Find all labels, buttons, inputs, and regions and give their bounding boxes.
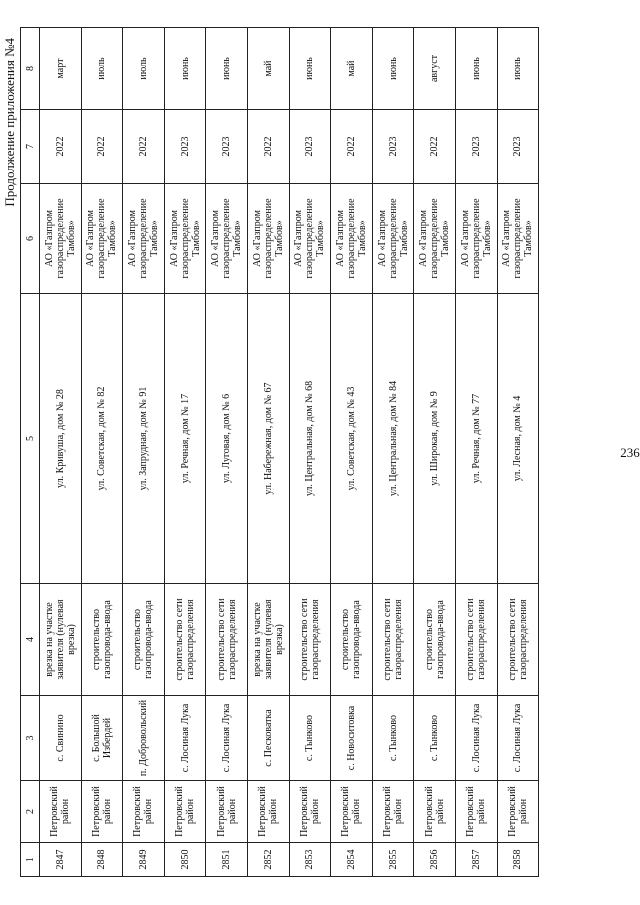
table-cell: врезка на участке заявителя (нулевая врезка) [247, 584, 289, 696]
table-cell: июнь [497, 28, 539, 110]
table-cell: Петровский район [164, 781, 206, 843]
table-cell: 2857 [455, 843, 497, 877]
data-table [20, 27, 539, 877]
table-cell: 2023 [497, 110, 539, 184]
table-cell: строительство газопровода-ввода [414, 584, 456, 696]
table-cell: п. Добровольский [123, 696, 165, 781]
table-cell: 2023 [164, 110, 206, 184]
column-header: 1 [21, 843, 40, 877]
table-cell: с. Лосиная Лука [497, 696, 539, 781]
table-cell: Петровский район [414, 781, 456, 843]
table-cell: строительство газопровода-ввода [81, 584, 123, 696]
table-cell: Петровский район [372, 781, 414, 843]
column-header: 5 [21, 294, 40, 584]
table-cell: 2849 [123, 843, 165, 877]
column-header: 8 [21, 28, 40, 110]
table-cell: ул. Набережная, дом № 67 [247, 294, 289, 584]
table-cell: 2022 [414, 110, 456, 184]
table-cell: с. Лосиная Лука [455, 696, 497, 781]
table-cell: АО «Газпром газораспределение Тамбов» [414, 184, 456, 294]
table-cell: 2022 [247, 110, 289, 184]
table-body [40, 28, 539, 877]
table-row [123, 28, 165, 877]
table-row [331, 28, 373, 877]
column-header: 4 [21, 584, 40, 696]
table-cell: АО «Газпром газораспределение Тамбов» [40, 184, 82, 294]
table-cell: ул. Лесная, дом № 4 [497, 294, 539, 584]
table-cell: 2022 [331, 110, 373, 184]
table-row [414, 28, 456, 877]
column-header: 6 [21, 184, 40, 294]
column-header: 2 [21, 781, 40, 843]
table-cell: август [414, 28, 456, 110]
table-cell: с. Большой Избердей [81, 696, 123, 781]
table-cell: 2023 [455, 110, 497, 184]
table-row [206, 28, 248, 877]
table-cell: АО «Газпром газораспределение Тамбов» [455, 184, 497, 294]
table-row [164, 28, 206, 877]
table-row [455, 28, 497, 877]
table-cell: июнь [206, 28, 248, 110]
table-cell: ул. Центральная, дом № 68 [289, 294, 331, 584]
table-cell: 2022 [40, 110, 82, 184]
table-cell: март [40, 28, 82, 110]
table-cell: с. Новоситовка [331, 696, 373, 781]
table-cell: АО «Газпром газораспределение Тамбов» [206, 184, 248, 294]
table-cell: АО «Газпром газораспределение Тамбов» [331, 184, 373, 294]
table-cell: АО «Газпром газораспределение Тамбов» [123, 184, 165, 294]
table-cell: строительство сети газораспределения [206, 584, 248, 696]
table-row [497, 28, 539, 877]
table-cell: с. Лосиная Лука [164, 696, 206, 781]
table-cell: ул. Советская, дом № 43 [331, 294, 373, 584]
table-cell: июль [123, 28, 165, 110]
table-cell: врезка на участке заявителя (нулевая врезка) [40, 584, 82, 696]
table-cell: 2022 [81, 110, 123, 184]
table-cell: июнь [164, 28, 206, 110]
table-cell: 2856 [414, 843, 456, 877]
table-cell: строительство газопровода-ввода [123, 584, 165, 696]
table-cell: с. Лосиная Лука [206, 696, 248, 781]
table-cell: с. Тынково [372, 696, 414, 781]
column-header: 7 [21, 110, 40, 184]
table-cell: Петровский район [289, 781, 331, 843]
table-cell: май [331, 28, 373, 110]
table-cell: ул. Широкая, дом № 9 [414, 294, 456, 584]
table-cell: АО «Газпром газораспределение Тамбов» [289, 184, 331, 294]
table-cell: 2848 [81, 843, 123, 877]
table-cell: с. Тынково [289, 696, 331, 781]
table-cell: 2023 [289, 110, 331, 184]
table-row [40, 28, 82, 877]
table-cell: с. Свинино [40, 696, 82, 781]
table-cell: строительство сети газораспределения [455, 584, 497, 696]
table-cell: Петровский район [247, 781, 289, 843]
table-row [81, 28, 123, 877]
table-cell: строительство газопровода-ввода [331, 584, 373, 696]
table-cell: ул. Речная, дом № 17 [164, 294, 206, 584]
page-title: Продолжение приложения №4 [2, 38, 17, 207]
table-cell: Петровский район [40, 781, 82, 843]
table-cell: 2851 [206, 843, 248, 877]
table-cell: 2858 [497, 843, 539, 877]
table-cell: май [247, 28, 289, 110]
table-cell: ул. Кривуша, дом № 28 [40, 294, 82, 584]
table-cell: 2022 [123, 110, 165, 184]
table-cell: АО «Газпром газораспределение Тамбов» [247, 184, 289, 294]
table-cell: 2023 [372, 110, 414, 184]
table-cell: 2852 [247, 843, 289, 877]
table-cell: строительство сети газораспределения [372, 584, 414, 696]
table-cell: ул. Центральная, дом № 84 [372, 294, 414, 584]
table-cell: 2847 [40, 843, 82, 877]
table-cell: Петровский район [331, 781, 373, 843]
table-cell: ул. Речная, дом № 77 [455, 294, 497, 584]
table-cell: 2855 [372, 843, 414, 877]
table-cell: 2853 [289, 843, 331, 877]
table-row [289, 28, 331, 877]
table-cell: июнь [289, 28, 331, 110]
table-header-row [21, 28, 40, 877]
table-cell: строительство сети газораспределения [164, 584, 206, 696]
table-cell: 2850 [164, 843, 206, 877]
table-cell: ул. Луговая, дом № 6 [206, 294, 248, 584]
table-cell: июль [81, 28, 123, 110]
table-cell: Петровский район [206, 781, 248, 843]
table-cell: ул. Советская, дом № 82 [81, 294, 123, 584]
page-number: 236 [620, 445, 640, 460]
table-cell: ул. Запрудная, дом № 91 [123, 294, 165, 584]
table-cell: июнь [455, 28, 497, 110]
table-cell: Петровский район [123, 781, 165, 843]
table-cell: Петровский район [455, 781, 497, 843]
table-cell: АО «Газпром газораспределение Тамбов» [81, 184, 123, 294]
table-cell: АО «Газпром газораспределение Тамбов» [372, 184, 414, 294]
table-cell: АО «Газпром газораспределение Тамбов» [497, 184, 539, 294]
table-row [372, 28, 414, 877]
column-header: 3 [21, 696, 40, 781]
table-cell: строительство сети газораспределения [289, 584, 331, 696]
table-cell: 2854 [331, 843, 373, 877]
table-cell: с. Песковатка [247, 696, 289, 781]
table-cell: с. Тынково [414, 696, 456, 781]
table-cell: АО «Газпром газораспределение Тамбов» [164, 184, 206, 294]
table-cell: Петровский район [81, 781, 123, 843]
table-cell: 2023 [206, 110, 248, 184]
table-cell: Петровский район [497, 781, 539, 843]
table-cell: строительство сети газораспределения [497, 584, 539, 696]
table-cell: июнь [372, 28, 414, 110]
table-row [247, 28, 289, 877]
